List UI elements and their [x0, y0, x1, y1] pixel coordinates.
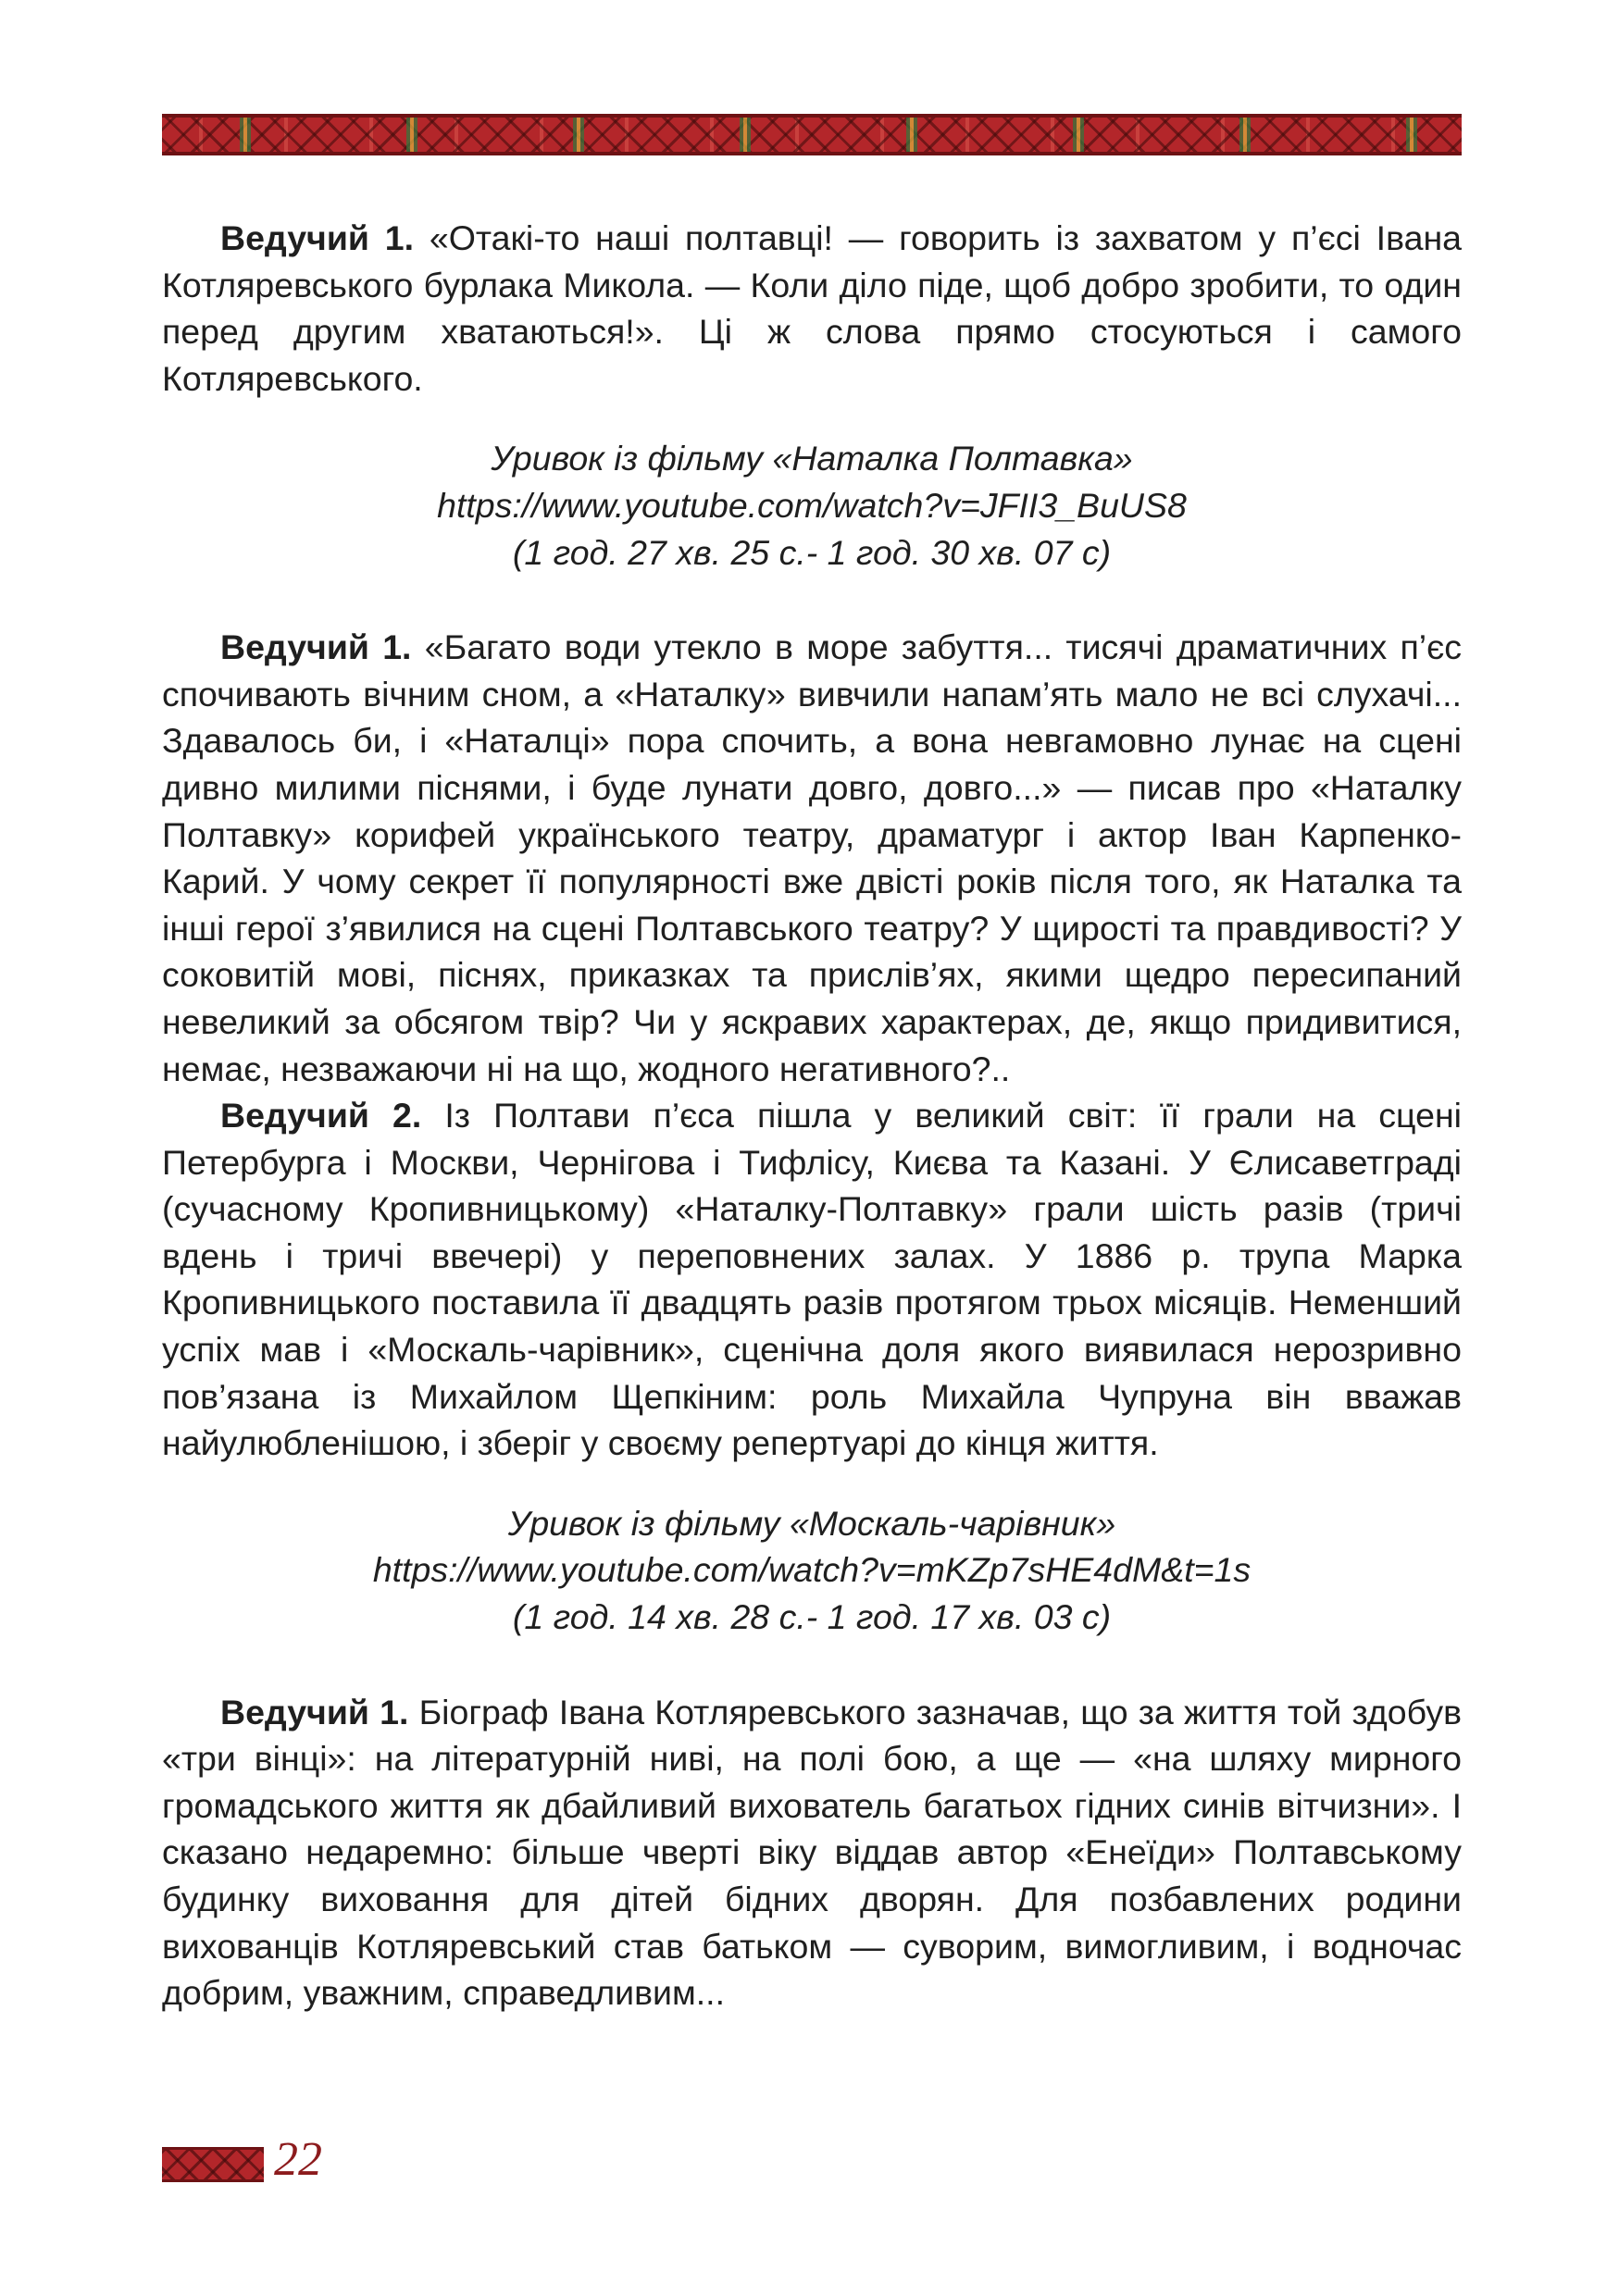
paragraph-text: Біограф Івана Котляревського зазначав, що за життя той здобув «три вінці»: на літературній ниві, на полі бою, а ще — «на шляху мирного громадського життя як дбайливий вихователь багатьох гідних синів вітчизни». І сказано недаремно: більше чверті віку віддав автор «Енеїди» Полтавському будинку виховання для дітей бідних дворян. Для позбавлених родини вихованців Котляревський став батьком — суворим, вимогливим, і водночас добрим, уважним, справедливим...	[162, 1692, 1462, 2013]
paragraph-2	[162, 624, 1462, 1092]
paragraph-1	[162, 215, 1462, 402]
paragraph-text: Із Полтави п’єса пішла у великий світ: її грали на сцені Петербурга і Москви, Чернігова і Тифлісу, Києва та Казані. У Єлисаветграді (сучасному Кропивницькому) «Наталку-Полтавку» грали шість разів (тричі вдень і тричі ввечері) у переповнених залах. У 1886 р. трупа Марка Кропивницького поставила її двадцять разів протягом трьох місяців. Неменший успіх мав і «Москаль-чарівник», сценічна доля якого виявилася нерозривно пов’язана із Михайлом Щепкіним: роль Михайла Чупруна він вважав найулюбленішою, і зберіг у своєму репертуарі до кінця життя.	[162, 1096, 1462, 1463]
speaker-label: Ведучий 2.	[220, 1096, 422, 1136]
film-title: Уривок із фільму «Наталка Полтавка»	[491, 439, 1133, 478]
paragraph-3	[162, 1092, 1462, 1467]
page-number: 22	[274, 2133, 322, 2186]
paragraph-text: «Отакі-то наші полтавці! — говорить із захватом у п’єсі Івана Котляревського бурлака Микола. — Коли діло піде, щоб добро зробити, то один перед другим хватаються!». Ці ж слова прямо стосуються і самого Котляревського.	[162, 218, 1463, 398]
footer-ornament	[162, 2147, 264, 2182]
paragraph-4	[162, 1689, 1462, 2017]
paragraph-text: «Багато води утекло в море забуття... тисячі драматичних п’єс спочивають вічним сном, а «Наталку» вивчили напам’ять мало не всі слухачі... Здавалось би, і «Наталці» пора спочить, а вона невгамовно лунає на сцені дивно милими піснями, і буде лунати довго, довго...» — писав про «Наталку Полтавку» корифей українського театру, драматург і актор Іван Карпенко-Карий. У чому секрет її популярності вже двісті років після того, як Наталка та інші герої з’явилися на сцені Полтавського театру? У щирості та правдивості? У соковитій мові, піснях, приказках та прислів’ях, якими щедро пересипаний невеликий за обсягом твір? Чи у яскравих характерах, де, якщо придивитися, немає, незважаючи ні на що, жодного негативного?..	[162, 627, 1462, 1088]
film-url: https://www.youtube.com/watch?v=mKZp7sHE4dM&t=1s	[372, 1550, 1252, 1590]
page-content	[162, 215, 1462, 2017]
film-timecode: (1 год. 14 хв. 28 с.- 1 год. 17 хв. 03 с)	[512, 1597, 1112, 1637]
film-reference-2	[162, 1500, 1462, 1641]
header-ornament-band	[162, 114, 1462, 155]
film-url: https://www.youtube.com/watch?v=JFII3_BuUS8	[437, 485, 1187, 525]
speaker-label: Ведучий 1.	[220, 218, 415, 257]
film-timecode: (1 год. 27 хв. 25 с.- 1 год. 30 хв. 07 с)	[512, 532, 1112, 572]
speaker-label: Ведучий 1.	[220, 627, 412, 667]
film-reference-1	[162, 435, 1462, 576]
speaker-label: Ведучий 1.	[220, 1692, 409, 1731]
film-title: Уривок із фільму «Москаль-чарівник»	[507, 1503, 1116, 1543]
